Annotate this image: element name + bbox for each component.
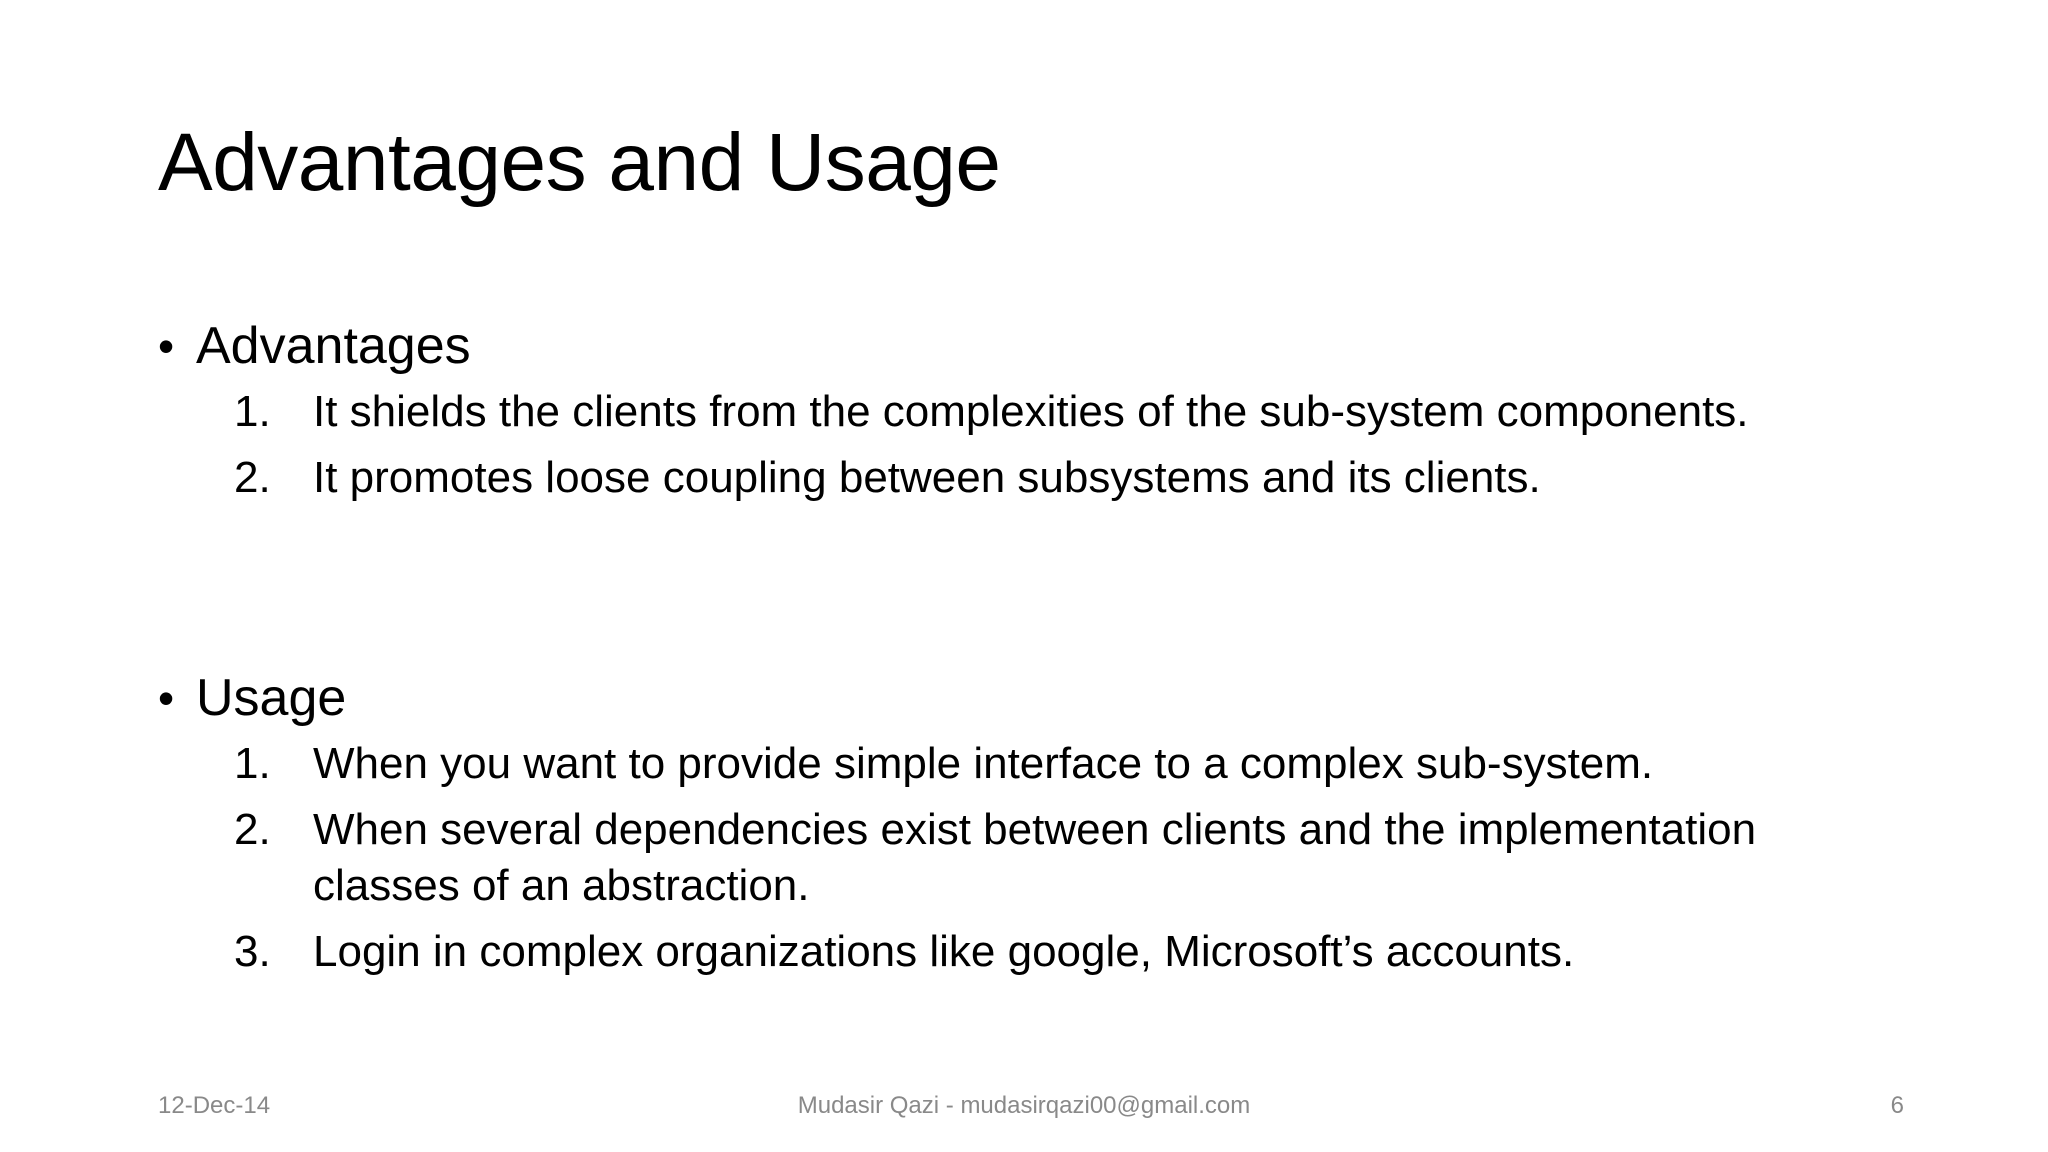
list-item-text: When you want to provide simple interface to a complex sub-system. [313,739,1654,788]
usage-bullet [158,668,1913,728]
list-number: 2. [234,805,271,854]
list-item-text: When several dependencies exist between clients and the implementation classes of an abstraction. [313,805,1757,910]
list-number: 3. [234,927,271,976]
list-item [158,924,1913,980]
usage-list [158,736,1913,980]
bullet-icon: • [158,320,175,372]
list-item [158,384,1913,440]
footer-page-number: 6 [1890,1092,1904,1119]
list-item-text: It shields the clients from the complexities of the sub-system components. [313,387,1749,436]
list-item-text: It promotes loose coupling between subsystems and its clients. [313,453,1541,502]
list-number: 2. [234,453,271,502]
footer-author: Mudasir Qazi - mudasirqazi00@gmail.com [797,1092,1251,1119]
usage-heading: Usage [196,669,347,727]
footer-date: 12-Dec-14 [158,1092,271,1119]
list-item [158,736,1913,792]
advantages-heading: Advantages [196,317,471,375]
list-item [158,802,1913,914]
list-number: 1. [234,387,271,436]
bullet-icon: • [158,672,175,724]
usage-section [158,668,1913,990]
list-number: 1. [234,739,271,788]
advantages-bullet [158,316,1913,376]
advantages-section [158,316,1913,516]
slide-title: Advantages and Usage [158,117,1001,208]
advantages-list [158,384,1913,506]
list-item-text: Login in complex organizations like google, Microsoft’s accounts. [313,927,1575,976]
list-item [158,450,1913,506]
